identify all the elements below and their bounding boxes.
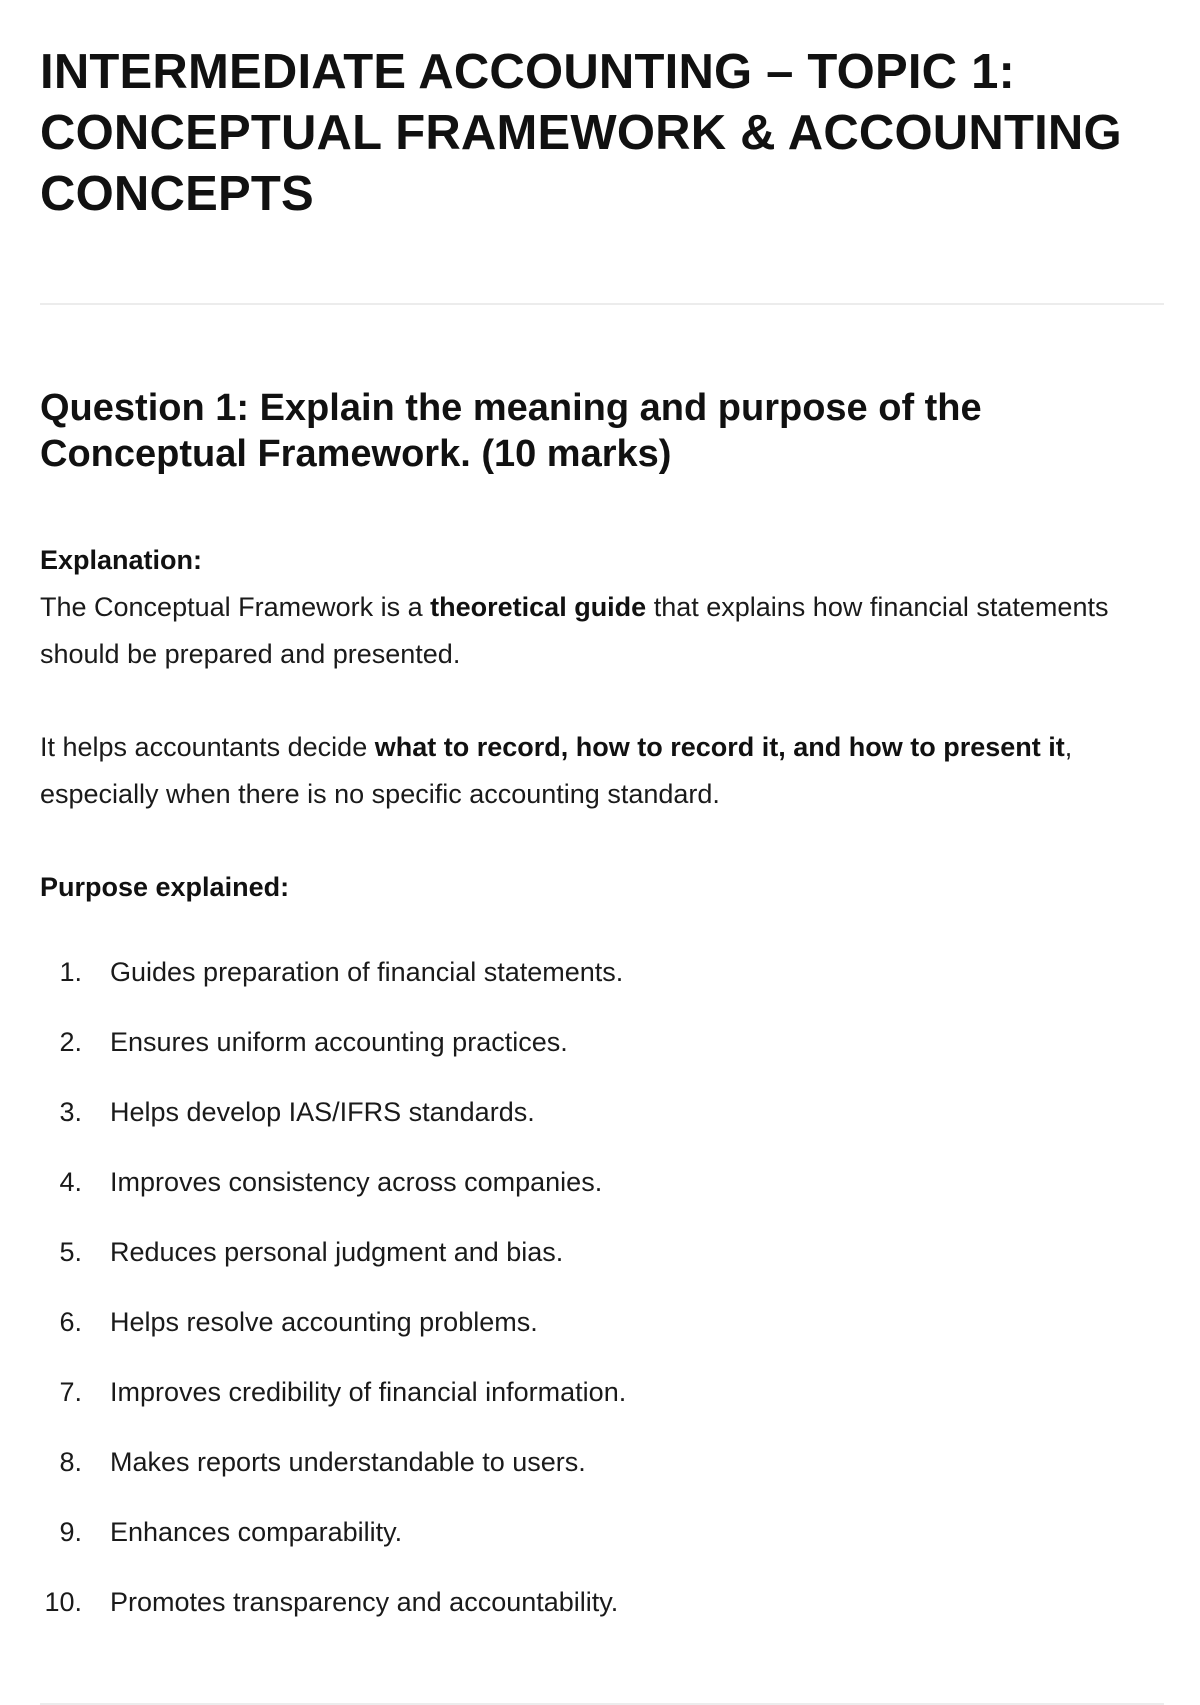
- p2-emphasis: what to record, how to record it, and how to present it: [374, 732, 1065, 762]
- list-text: Improves credibility of financial information.: [110, 1377, 627, 1407]
- list-item: [40, 1439, 1164, 1509]
- list-text: Helps resolve accounting problems.: [110, 1307, 538, 1337]
- list-item: [40, 1509, 1164, 1579]
- list-number: 5.: [59, 1237, 82, 1267]
- list-item: [40, 1579, 1164, 1649]
- question-heading: Question 1: Explain the meaning and purpose of the Conceptual Framework. (10 marks): [40, 387, 982, 475]
- list-text: Improves consistency across companies.: [110, 1167, 603, 1197]
- section-divider: [40, 303, 1164, 305]
- list-number: 8.: [59, 1447, 82, 1477]
- list-text: Makes reports understandable to users.: [110, 1447, 586, 1477]
- p1-emphasis: theoretical guide: [430, 592, 647, 622]
- purpose-label: Purpose explained:: [40, 872, 290, 902]
- document-page: [40, 0, 1164, 1705]
- list-item: [40, 1229, 1164, 1299]
- list-number: 2.: [59, 1027, 82, 1057]
- list-number: 7.: [59, 1377, 82, 1407]
- p1-text-before: The Conceptual Framework is a: [40, 592, 431, 622]
- explanation-label: Explanation:: [40, 545, 203, 575]
- list-item: [40, 1019, 1164, 1089]
- list-number: 9.: [59, 1517, 82, 1547]
- list-text: Promotes transparency and accountability.: [110, 1587, 619, 1617]
- list-number: 6.: [59, 1307, 82, 1337]
- list-item: [40, 1159, 1164, 1229]
- list-text: Reduces personal judgment and bias.: [110, 1237, 564, 1267]
- list-text: Helps develop IAS/IFRS standards.: [110, 1097, 535, 1127]
- list-text: Ensures uniform accounting practices.: [110, 1027, 568, 1057]
- list-number: 10.: [44, 1587, 82, 1617]
- p1-text-after: that explains how financial statements should be prepared and presented.: [40, 592, 1109, 669]
- list-text: Guides preparation of financial statements.: [110, 957, 624, 987]
- list-item: [40, 1369, 1164, 1439]
- explanation-paragraph-2: [40, 724, 1164, 818]
- list-item: [40, 1089, 1164, 1159]
- p2-text-after: , especially when there is no specific accounting standard.: [40, 732, 1073, 809]
- p2-text-before: It helps accountants decide: [40, 732, 375, 762]
- purpose-list: [40, 949, 1164, 1649]
- document-title: INTERMEDIATE ACCOUNTING – TOPIC 1: CONCEPTUAL FRAMEWORK & ACCOUNTING CONCEPTS: [40, 45, 1122, 221]
- list-item: [40, 1299, 1164, 1369]
- list-number: 1.: [59, 957, 82, 987]
- list-item: [40, 949, 1164, 1019]
- explanation-paragraph-1: [40, 584, 1164, 678]
- list-number: 4.: [59, 1167, 82, 1197]
- list-text: Enhances comparability.: [110, 1517, 403, 1547]
- list-number: 3.: [59, 1097, 82, 1127]
